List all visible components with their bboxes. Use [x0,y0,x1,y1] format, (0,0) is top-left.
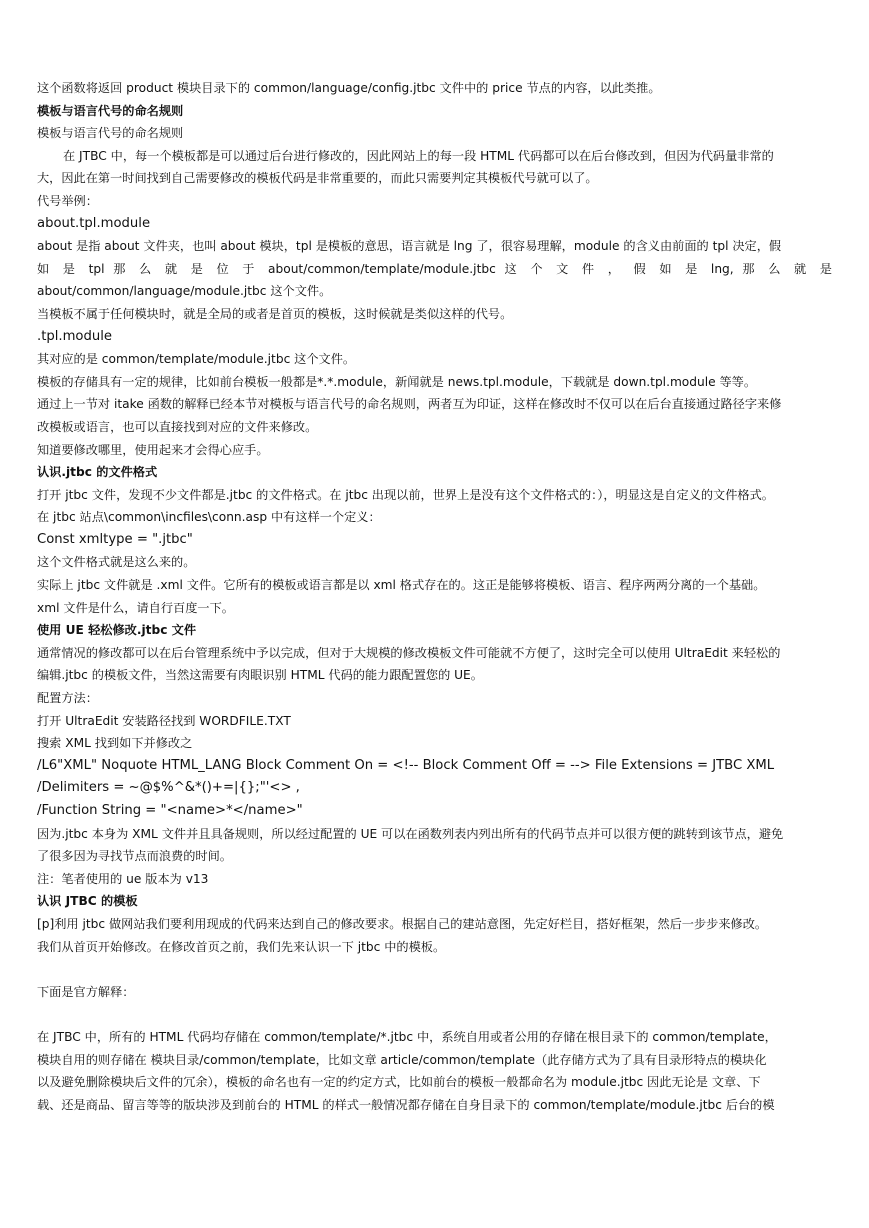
paragraph-line: 因为.jtbc 本身为 XML 文件并且具备规则，所以经过配置的 UE 可以在函数列表内列出所有的代码节点并可以很方便的跳转到该节点，避免 [37,826,784,841]
code-line: /Function String = "<name>*</name>" [37,803,303,818]
paragraph-line: 在 JTBC 中，每一个模板都是可以通过后台进行修改的，因此网站上的每一段 HTML 代码都可以在后台修改到，但因为代码量非常的 [63,148,774,163]
paragraph-line: 我们从首页开始修改。在修改首页之前，我们先来认识一下 jtbc 中的模板。 [37,939,446,954]
paragraph-line: [p]利用 jtbc 做网站我们要利用现成的代码来达到自己的修改要求。根据自己的建站意图，先定好栏目，搭好框架，然后一步步来修改。 [37,916,768,931]
document-body [37,77,832,1116]
code-line: .tpl.module [37,328,113,344]
paragraph-line: 在 JTBC 中，所有的 HTML 代码均存储在 common/template/*.jtbc 中，系统自用或者公用的存储在根目录下的 common/template， [37,1029,777,1044]
text-line: 模板的存储具有一定的规律，比如前台模板一般都是*.*.module，新闻就是 news.tpl.module，下载就是 down.tpl.module 等等。 [37,374,757,389]
paragraph-line: about 是指 about 文件夹，也叫 about 模块，tpl 是模板的意思，语言就是 lng 了，很容易理解，module 的含义由前面的 tpl 决定，假 [37,239,782,254]
blank-line [37,958,832,981]
paragraph-line: 以及避免删除模块后文件的冗余），模板的命名也有一定的约定方式，比如前台的模板一般都命名为 module.jtbc 因此无论是 文章、下 [37,1075,761,1090]
paragraph-line: 编辑.jtbc 的模板文件，当然这需要有肉眼识别 HTML 代码的能力跟配置您的 UE。 [37,668,483,683]
section-heading: 模板与语言代号的命名规则 [37,103,184,118]
text-line: 这个函数将返回 product 模块目录下的 common/language/config.jtbc 文件中的 price 节点的内容，以此类推。 [37,81,661,95]
section-heading: 使用 UE 轻松修改.jtbc 文件 [37,623,197,638]
text-line: 知道要修改哪里，使用起来才会得心应手。 [37,442,269,457]
paragraph-line: 大，因此在第一时间找到自己需要修改的模板代码是非常重要的，而此只需要判定其模板代号就可以了。 [37,171,598,186]
paragraph-line: 通常情况的修改都可以在后台管理系统中予以完成，但对于大规模的修改模板文件可能就不方便了，这时完全可以使用 UltraEdit 来轻松的 [37,645,781,660]
paragraph-line: 通过上一节对 itake 函数的解释已经本节对模板与语言代号的命名规则，两者互为印证，这样在修改时不仅可以在后台直接通过路径字来修 [37,397,782,412]
text-line: 代号举例： [37,193,98,208]
text-line: xml 文件是什么，请自行百度一下。 [37,600,234,615]
text-line: 其对应的是 common/template/module.jtbc 这个文件。 [37,352,356,367]
code-line: about.tpl.module [37,215,151,231]
text-line: 这个文件格式就是这么来的。 [37,555,196,570]
section-heading: 认识 JTBC 的模板 [37,894,138,909]
paragraph-line: 实际上 jtbc 文件就是 .xml 文件。它所有的模板或语言都是以 xml 格式存在的。这正是能够将模板、语言、程序两两分离的一个基础。 [37,578,766,593]
text-line: 搜索 XML 找到如下并修改之 [37,736,193,751]
blank-line [37,1003,832,1026]
paragraph-line: 如 是 tpl 那 么 就 是 位 于 about/common/template/module.jtbc 这 个 文 件 ， 假 如 是 lng, 那 么 就 是 [37,261,832,276]
paragraph-line: about/common/language/module.jtbc 这个文件。 [37,284,332,299]
text-line: 下面是官方解释： [37,984,135,999]
text-line: 模板与语言代号的命名规则 [37,126,184,141]
text-line: 注：笔者使用的 ue 版本为 v13 [37,871,209,886]
code-line: Const xmltype = ".jtbc" [37,531,193,547]
code-line: /L6"XML" Noquote HTML_LANG Block Comment On = <!-- Block Comment Off = --> File Extensions = JTBC XML [37,757,775,773]
section-heading: 认识.jtbc 的文件格式 [37,465,158,480]
paragraph-line: 了很多因为寻找节点而浪费的时间。 [37,849,232,864]
paragraph-line: 模块自用的则存储在 模块目录/common/template，比如文章 article/common/template（此存储方式为了具有目录形特点的模块化 [37,1052,767,1067]
paragraph-line: 打开 jtbc 文件，发现不少文件都是.jtbc 的文件格式。在 jtbc 出现以前，世界上是没有这个文件格式的：），明显这是自定义的文件格式。 [37,487,774,502]
paragraph-line: 改模板或语言，也可以直接找到对应的文件来修改。 [37,419,318,434]
code-line: /Delimiters = ~@$%^&*()+=|{};"'<> , [37,780,300,796]
text-line: 当模板不属于任何模块时，就是全局的或者是首页的模板，这时候就是类似这样的代号。 [37,306,513,321]
text-line: 配置方法： [37,691,98,706]
paragraph-line: 在 jtbc 站点\common\incfiles\conn.asp 中有这样一个定义： [37,510,381,525]
paragraph-line: 载、还是商品、留言等等的版块涉及到前台的 HTML 的样式一般情况都存储在自身目录下的 common/template/module.jtbc 后台的模 [37,1097,775,1112]
text-line: 打开 UltraEdit 安装路径找到 WORDFILE.TXT [37,713,291,728]
